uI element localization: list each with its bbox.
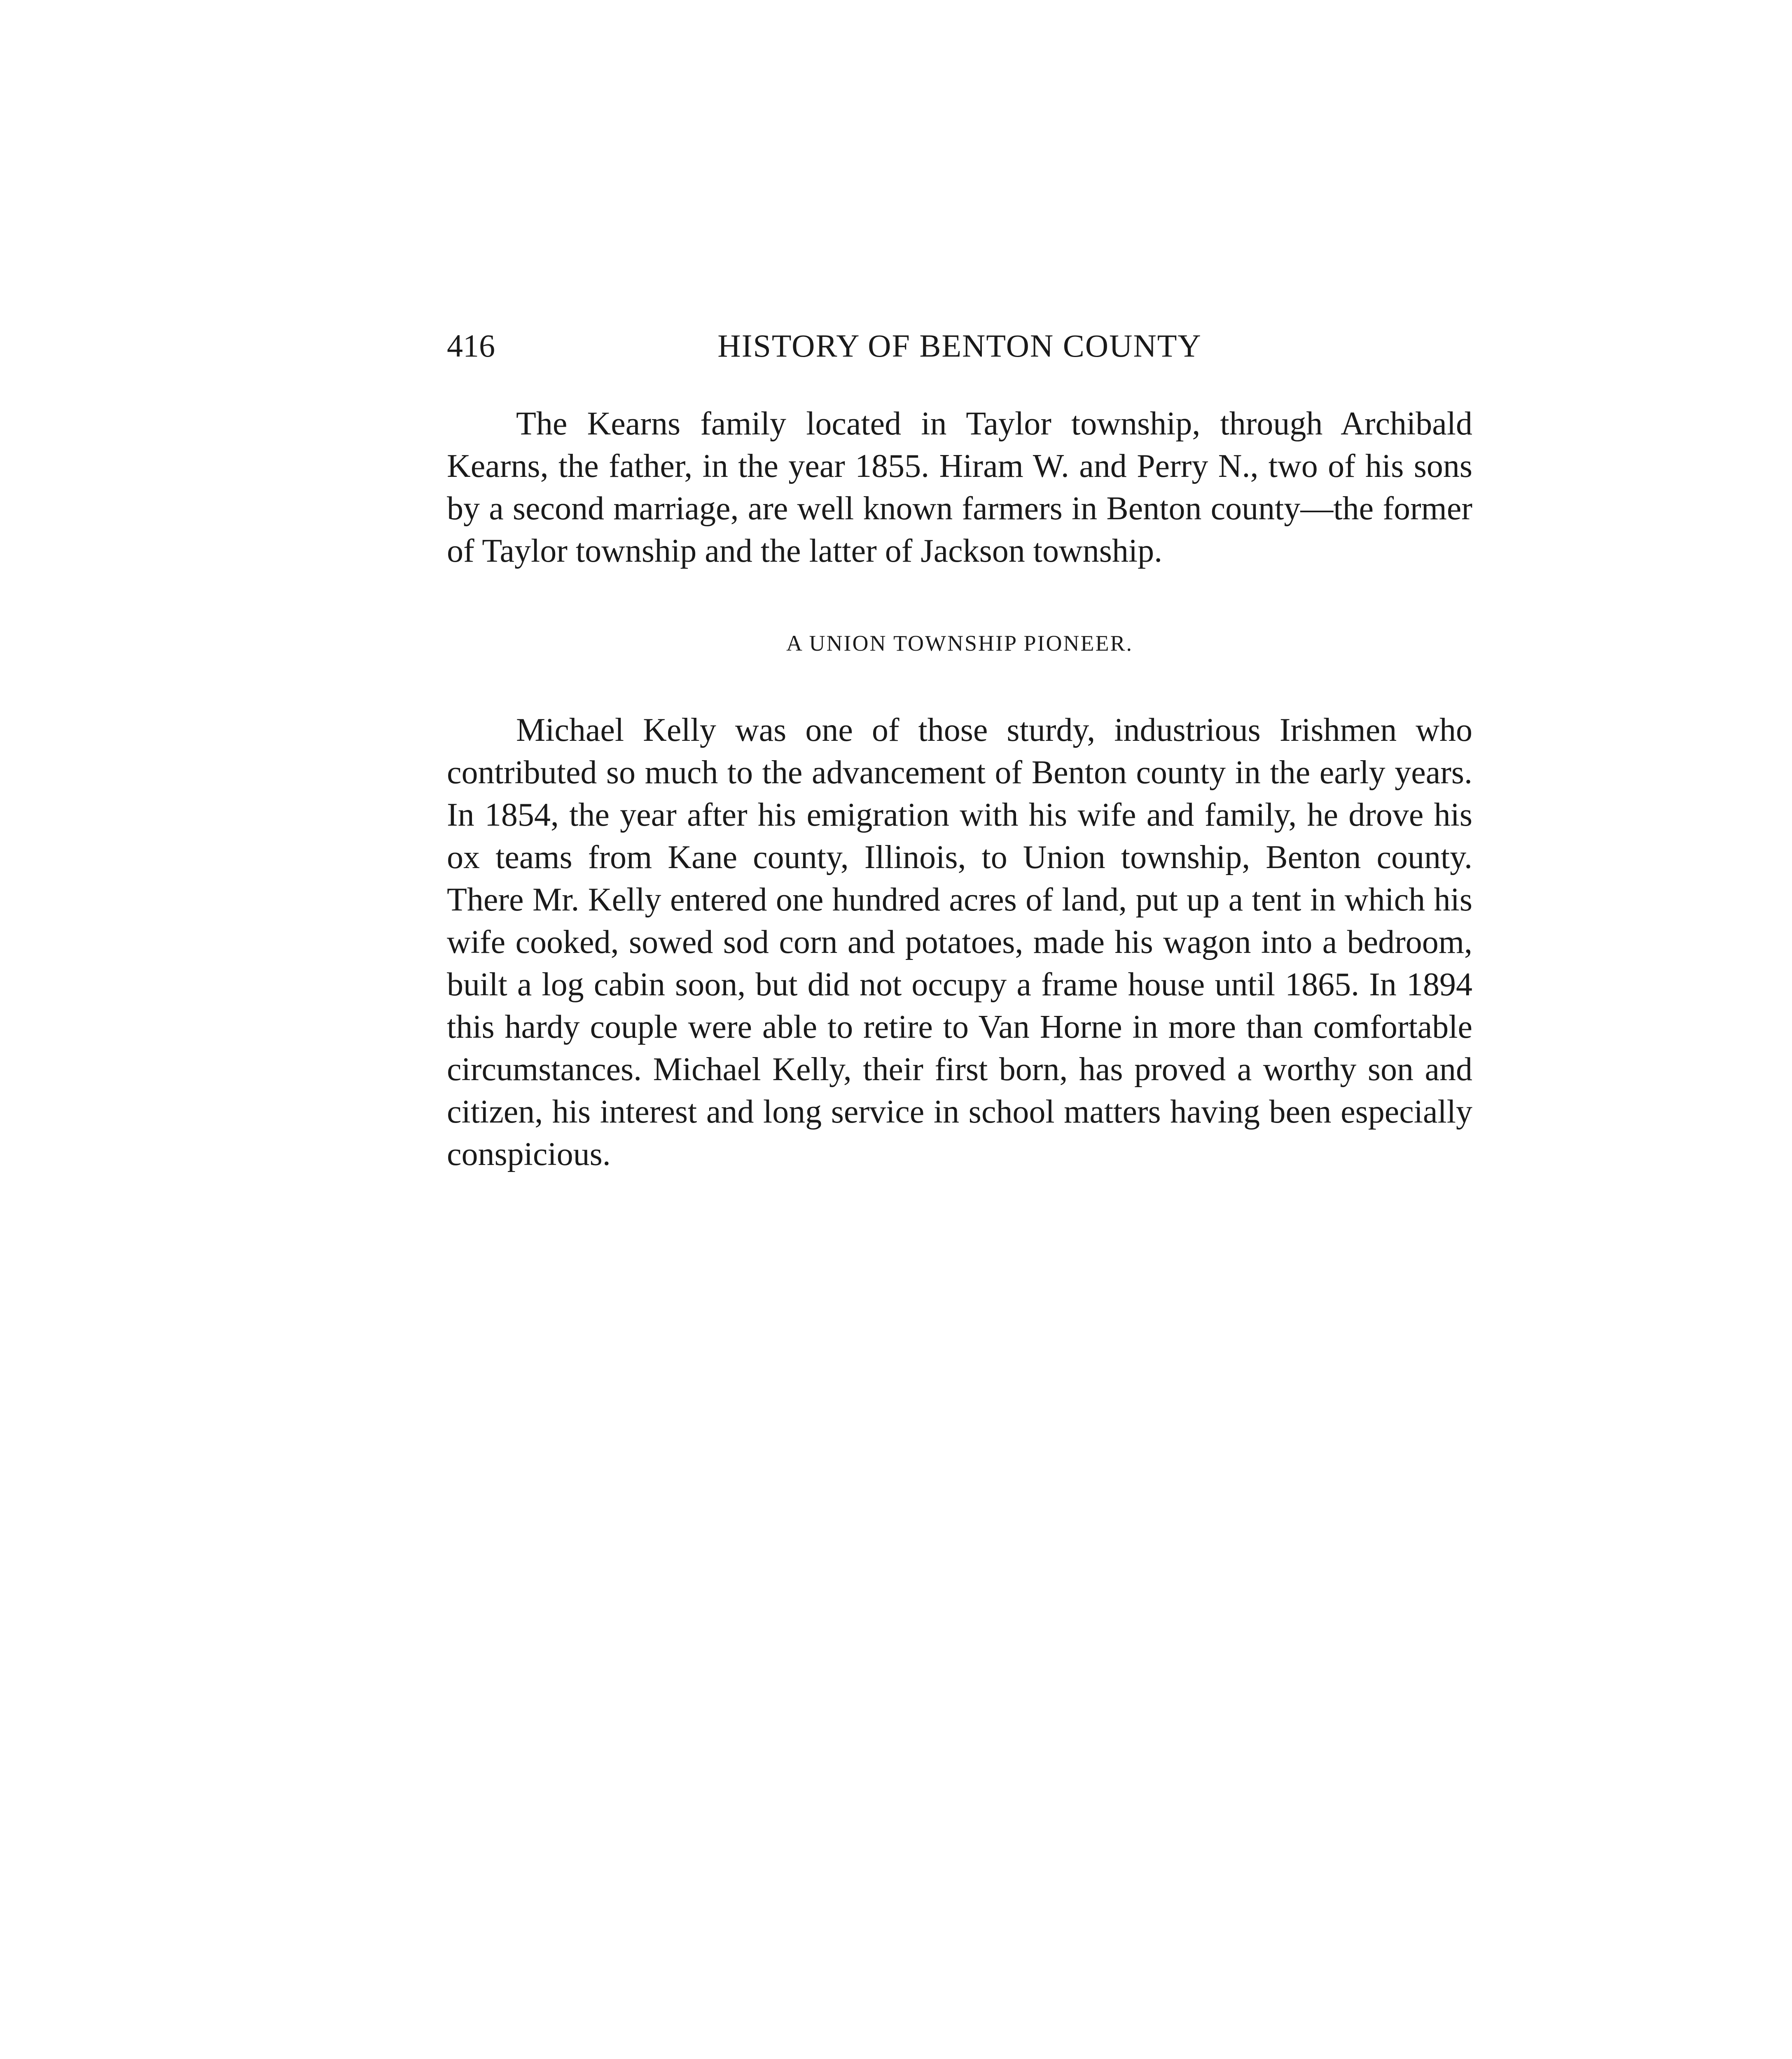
paragraph-kearns-family: The Kearns family located in Taylor township, through Archibald Kearns, the father, in the year 1855. Hiram W. and Perry N., two of his sons by a second marriage, are well known farmers in Benton county—the former of Taylor township and the latter of Jackson township. <box>447 406 1472 569</box>
section-heading: A UNION TOWNSHIP PIONEER. <box>786 631 1133 656</box>
page-title: HISTORY OF BENTON COUNTY <box>717 328 1202 364</box>
page-number: 416 <box>447 328 495 364</box>
paragraph-michael-kelly: Michael Kelly was one of those sturdy, industrious Irishmen who contributed so much to the advancement of Benton county in the early years. In 1854, the year after his emigration with his wife and family, he drove his ox teams from Kane county, Illinois, to Union township, Benton county. There Mr. Kelly entered one hundred acres of land, put up a tent in which his wife cooked, sowed sod corn and potatoes, made his wagon into a bedroom, built a log cabin soon, but did not occupy a frame house until 1865. In 1894 this hardy couple were able to retire to Van Horne in more than comfortable circumstances. Michael Kelly, their first born, has proved a worthy son and citizen, his interest and long service in school matters having been especially conspicious. <box>447 712 1472 1172</box>
page-content <box>447 321 1472 1176</box>
running-head <box>447 321 1472 371</box>
